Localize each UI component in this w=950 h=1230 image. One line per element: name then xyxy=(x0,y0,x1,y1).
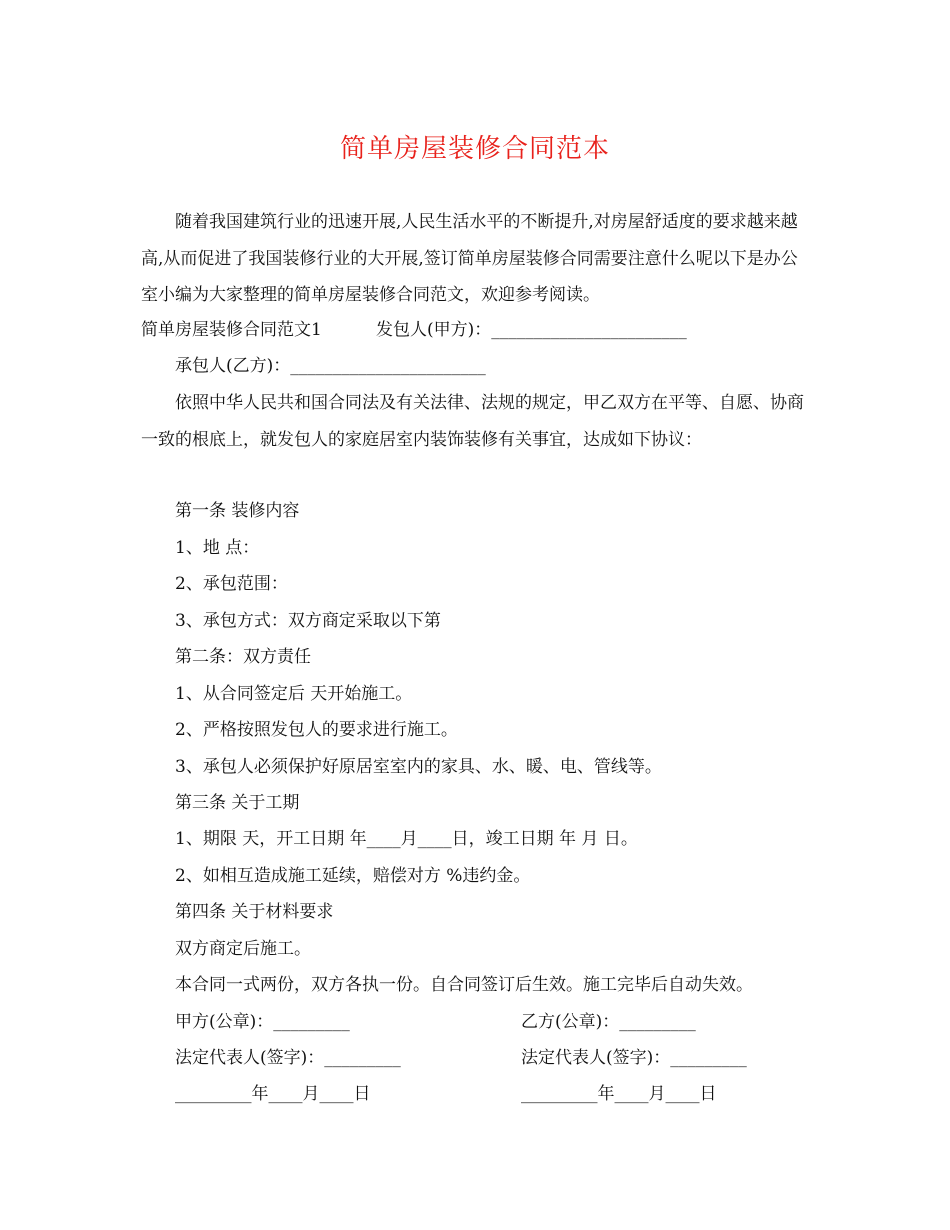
article3-item1: 1、期限 天，开工日期 年____月____日，竣工日期 年 月 日。 xyxy=(175,829,638,849)
document-title: 简单房屋装修合同范本 xyxy=(339,134,610,164)
party-b-line: 承包人(乙方)：_______________________ xyxy=(175,356,486,376)
party-a-date: _________年____月____日 xyxy=(175,1084,371,1104)
copies-clause: 本合同一式两份，双方各执一份。自合同签订后生效。施工完毕后自动失效。 xyxy=(175,975,753,995)
article4-title: 第四条 关于材料要求 xyxy=(175,902,334,922)
article4-text: 双方商定后施工。 xyxy=(175,939,311,959)
article1-item2: 2、承包范围： xyxy=(175,574,288,594)
article2-item3: 3、承包人必须保护好原居室室内的家具、水、暖、电、管线等。 xyxy=(175,757,662,777)
article1-item1: 1、地 点： xyxy=(175,538,260,558)
article3-item2: 2、如相互造成施工延续，赔偿对方 %违约金。 xyxy=(175,866,531,886)
article2-item1: 1、从合同签定后 天开始施工。 xyxy=(175,684,413,704)
article1-title: 第一条 装修内容 xyxy=(175,501,300,521)
preamble-paragraph: 依照中华人民共和国合同法及有关法律、法规的规定，甲乙双方在平等、自愿、协商一致的根底上，就发包人的家庭居室内装饰装修有关事宜，达成如下协议： xyxy=(141,393,804,450)
party-a-seal: 甲方(公章)：_________ xyxy=(175,1012,350,1032)
article2-item2: 2、严格按照发包人的要求进行施工。 xyxy=(175,720,458,740)
party-b-seal: 乙方(公章)：_________ xyxy=(521,1012,696,1032)
party-a-representative: 法定代表人(签字)：_________ xyxy=(175,1048,401,1068)
party-a-line: 发包人(甲方)：_______________________ xyxy=(376,320,687,340)
intro-paragraph: 随着我国建筑行业的迅速开展,人民生活水平的不断提升,对房屋舒适度的要求越来越高,从而促进了我国装修行业的大开展,签订简单房屋装修合同需要注意什么呢以下是办公室小编为大家整理的简单房屋装修合同范文，欢迎参考阅读。 xyxy=(141,212,798,305)
party-b-representative: 法定代表人(签字)：_________ xyxy=(521,1048,747,1068)
sample-heading: 简单房屋装修合同范文1 xyxy=(141,320,322,340)
article1-item3: 3、承包方式：双方商定采取以下第 xyxy=(175,611,441,631)
party-b-date: _________年____月____日 xyxy=(521,1084,717,1104)
article2-title: 第二条：双方责任 xyxy=(175,647,311,667)
article3-title: 第三条 关于工期 xyxy=(175,793,300,813)
